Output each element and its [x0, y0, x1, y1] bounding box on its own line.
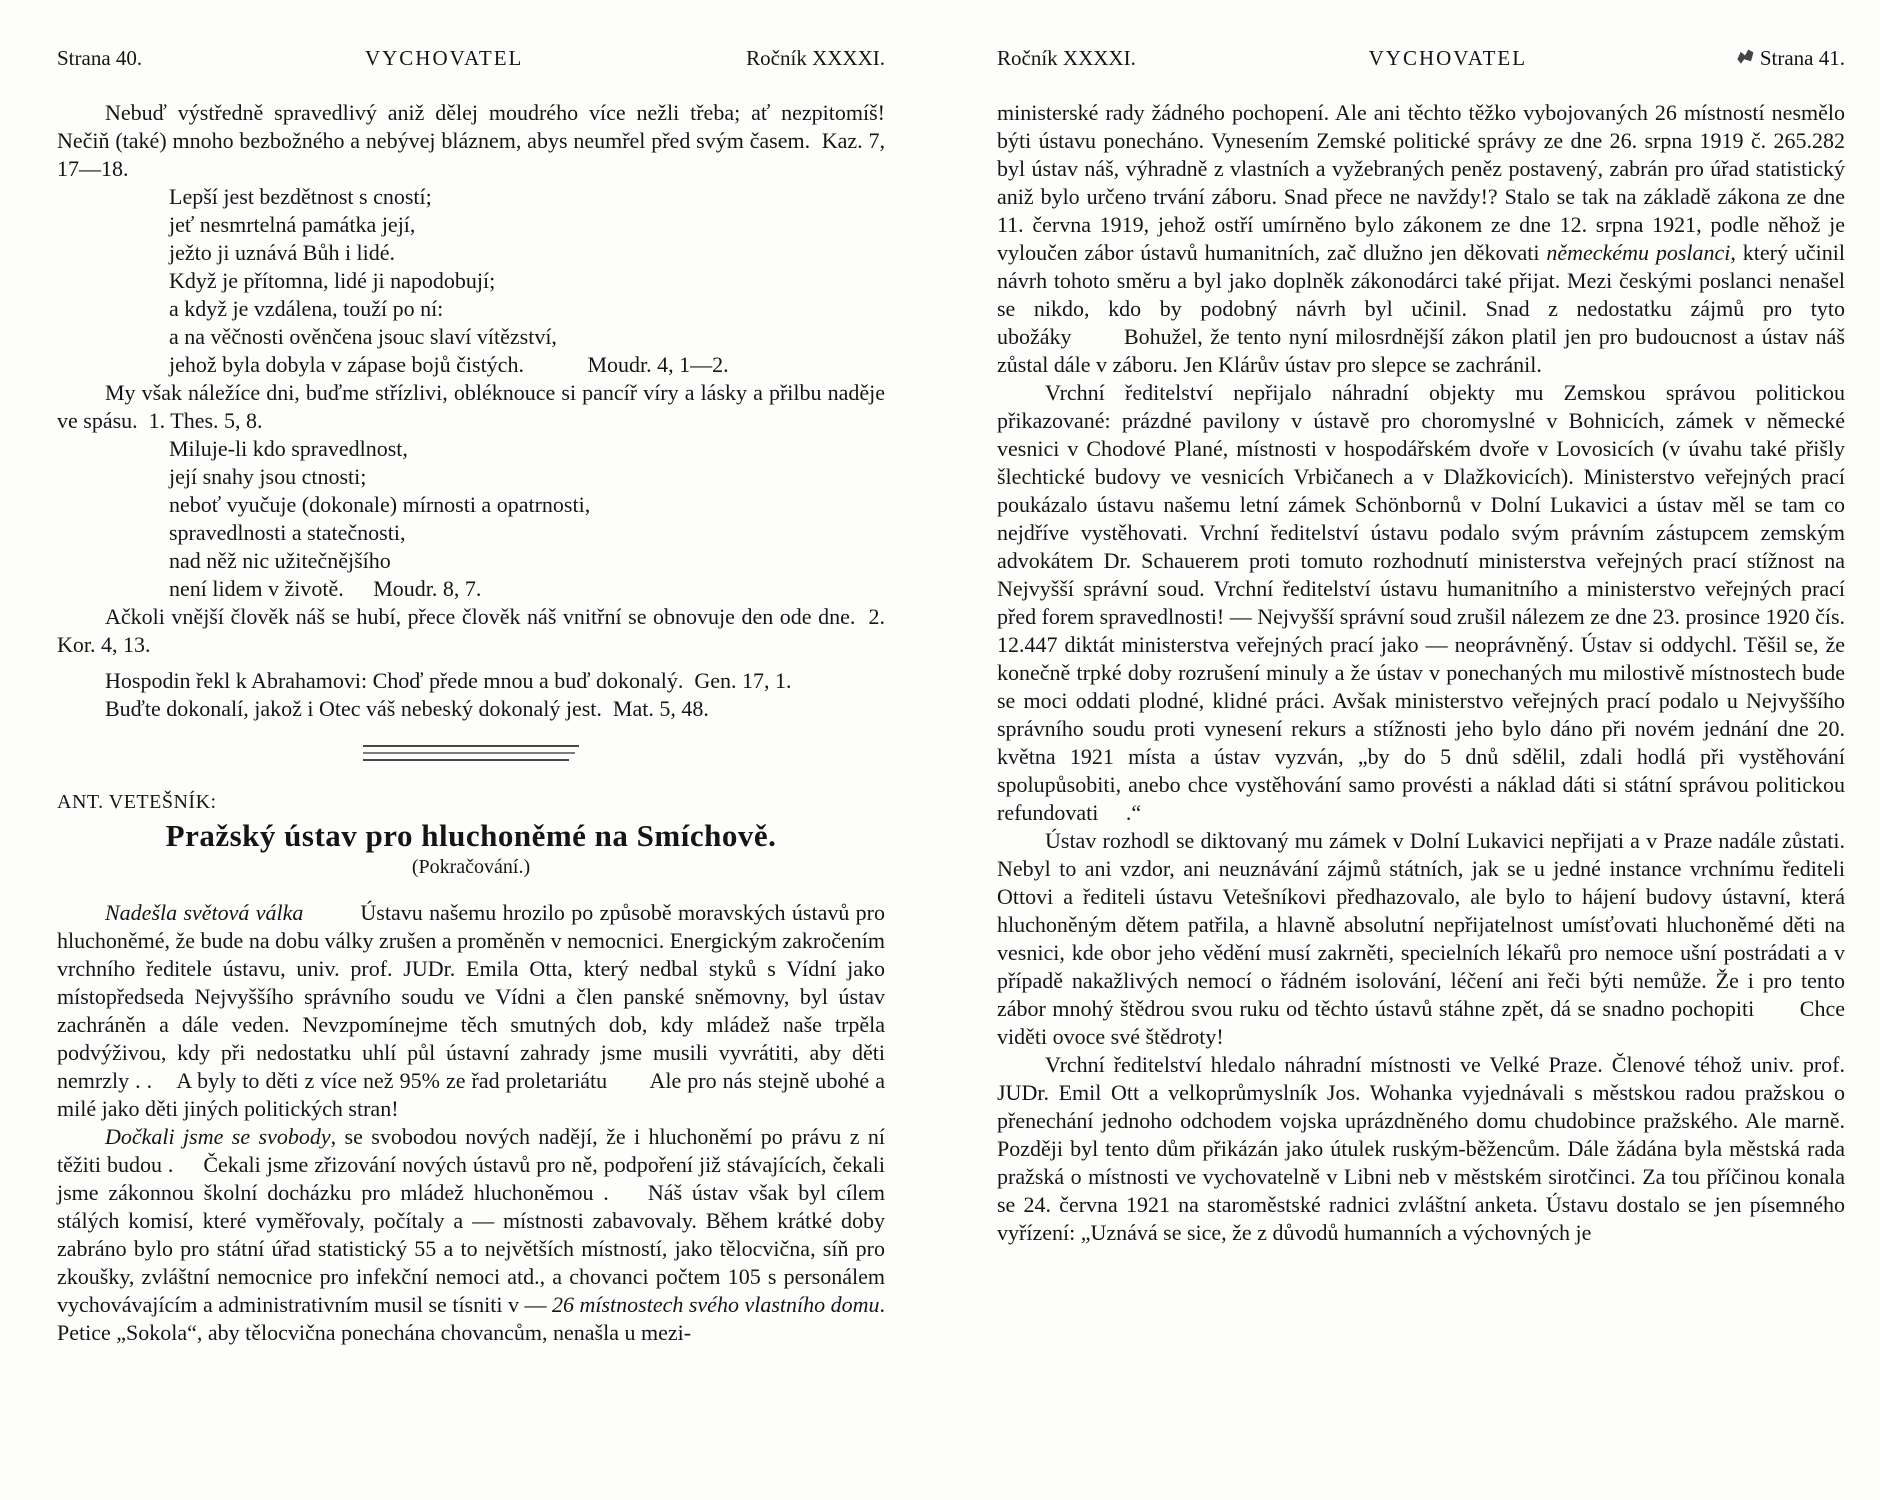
- article-paragraph: Vrchní ředitelství hledalo náhradní místnosti ve Velké Praze. Členové téhož univ. prof. JUDr. Emil Ott a velkoprůmyslník Jos. Wohanka vyjednávali s městskou radou pražskou o přenechání jednoho odchodem vojska uprázdněného domu chudobince pražského. Ale marně. Později byl tento dům přikázán jako útulek ruským-běžencům. Dále žádána byla městská rada pražská o místnosti ve vychovatelně v Libni neb v městském sirotčinci. Za tou příčinou konala se 24. června 1921 na staroměstské radnici zvláštní anketa. Ústavu dostalo se jen písemného vyřízení: „Uznává se sice, že z důvodů humanních a výchovných je: [997, 1052, 1845, 1245]
- verse-line: nad něž nic užitečnějšího: [169, 548, 391, 573]
- text-run: , který učinil návrh tohoto směru a byl jako doplněk zákonodárci také přijat. Mezi českými poslanci nenašel se nikdo, kdo by podobný návrh byl učinil. Snad z nedostatku zájmů pro tyto ubožáky Bohužel, že tento nyní milosrdnější zákon platil jen pro budoucnost a ústav náš zůstal dále v záboru. Jen Klárův ústav pro slepce se zachránil.: [997, 240, 1845, 377]
- verse-line: její snahy jsou ctnosti;: [169, 464, 367, 489]
- verse-line: jeť nesmrtelná památka její,: [169, 212, 416, 237]
- italic-text-run: Nadešla světová válka: [105, 900, 304, 925]
- text-run: ministerské rady žádného pochopení. Ale ani těchto těžko vybojovaných 26 místností nesmělo býti ústavu ponecháno. Vynesením Zemské politické správy ze dne 26. srpna 1919 č. 265.282 byl ústav náš, výhradně z vlastních a vyžebraných peněz postavený, zabrán pro úřad statistický aniž bylo určeno trvání záboru. Snad přece ne navždy!? Stalo se tak na základě zákona ze dne 11. června 1919, jehož ostří umírněno bylo zákonem ze dne 12. srpna 1921, podle něhož je vyloučen zábor ústavů humanitních, zač dlužno jen děkovati: [997, 100, 1845, 265]
- quote-genesis: Hospodin řekl k Abrahamovi: Choď přede mnou a buď dokonalý. Gen. 17, 1.: [105, 668, 792, 693]
- italic-text-run: Dočkali jsme se svobody: [105, 1124, 331, 1149]
- quote-matthew: Buďte dokonalí, jakož i Otec váš nebeský dokonalý jest. Mat. 5, 48.: [105, 696, 709, 721]
- section-divider: [363, 745, 579, 761]
- verse-line: neboť vyučuje (dokonale) mírnosti a opatrnosti,: [169, 492, 591, 517]
- verse-line: [169, 575, 885, 603]
- verse-line: spravedlnosti a statečnosti,: [169, 520, 406, 545]
- verse-line: a když je vzdálena, touží po ní:: [169, 296, 444, 321]
- page-number-right: Strana 41.: [1759, 46, 1845, 70]
- article-subtitle: (Pokračování.): [411, 856, 531, 878]
- verse-wisdom-8: [169, 435, 885, 603]
- verse-line: Miluje-li kdo spravedlnost,: [169, 436, 408, 461]
- quote-thessalonians: My však náležíce dni, buďme střízlivi, obléknouce si pancíř víry a lásky a přilbu naděje ve spásu. 1. Thes. 5, 8.: [57, 380, 885, 433]
- article-title: Pražský ústav pro hluchoněmé na Smíchově.: [165, 818, 777, 853]
- page-left: [57, 46, 885, 1347]
- article-paragraph-continued: [997, 99, 1845, 379]
- italic-text-run: 26 místnostech svého vlastního domu: [551, 1292, 880, 1317]
- article-paragraph: Vrchní ředitelství nepřijalo náhradní objekty mu Zemskou správou politickou přikazované: prázdné pavilony v ústavě pro choromyslné v Bohnicích, zámek v německé vesnici v Chodové Plané, místnosti v hospodářském dvoře v Lovosicích (v úvahu také přišly šlechtické budovy ve vesnicích Vrbičanech a v Dlažkovicích). Ministerstvo veřejných prací poukázalo ústavu našemu letní zámek Schönbornů v Dolní Lukavici a ústav měl se tam co nejdříve vystěhovati. Vrchní ředitelství ústavu podalo svým právním zástupcem zemským advokátem Dr. Schauerem proti tomuto rozhodnutí ministerstva veřejných prací stížnost na Nejvyšší správní soud. Vrchní ředitelství ústavu humanitního a ministerstvo veřejných prací před forem spravedlnosti! — Nejvyšší správní soud zrušil nálezem ze dne 23. prosince 1920 čís. 12.447 diktát ministerstva veřejných prací jako — neoprávněný. Ústav si oddychl. Těšil se, že konečně trpké doby rozrušení minuly a že ústav v ponechaných mu milostivě místnostech bude se moci oddati plodné, klidné práci. Avšak ministerstvo veřejných prací podalo u Nejvyššího správního soudu proti vynesení rekurs a stížnosti jeho bylo dáno při novém jednání dne 20. května 1921 místa a ústav vyzván, „by do 5 dnů sdělil, zdali hodlá při vystěhování spolupůsobiti, anebo chce vystěhování samo provésti a náklad dáti si státní správou politickou refundovati .“: [997, 380, 1846, 825]
- page-right-header: [997, 46, 1845, 71]
- quote-ecclesiastes: Nebuď výstředně spravedlivý aniž dělej moudrého více nežli třeba; ať nezpitomíš! Nečiň (také) mnoho bezbožného a nebývej bláznem, abys neumřel před svým časem. Kaz. 7, 17—18.: [57, 100, 885, 181]
- verse-line: Lepší jest bezdětnost s cností;: [169, 184, 432, 209]
- page-right: [997, 46, 1845, 1247]
- article-paragraph: [57, 1123, 885, 1347]
- italic-text-run: německému poslanci: [1546, 240, 1731, 265]
- text-run: Ústavu našemu hrozilo po způsobě moravských ústavů pro hluchoněmé, že bude na dobu války zrušen a proměněn v nemocnici. Energickým zakročením vrchního ředitele ústavu, univ. prof. JUDr. Emila Otta, který nedbal styků s Vídní jako místopředseda Nejvyššího správního soudu ve Vídni a člen panské sněmovny, byl ústav zachráněn a dále veden. Nevzpomínejme těch smutných dob, kdy mládež naše trpěla podvýživou, kdy při nedostatku uhlí půl ústavní zahrady jsme musili vyvrátiti, aby děti nemrzly . . A byly to děti z více než 95% ze řad proletariátu Ale pro nás stejně ubohé a milé jako děti jiných politických stran!: [57, 900, 885, 1121]
- journal-title-right: VYCHOVATEL: [1368, 46, 1528, 70]
- volume-label-left: Ročník XXXXI.: [746, 46, 885, 70]
- volume-label-right: Ročník XXXXI.: [997, 46, 1136, 70]
- article-author: ANT. VETEŠNÍK:: [57, 791, 217, 813]
- verse-line-text: jehož byla dobyla v zápase bojů čistých.: [169, 352, 524, 377]
- verse-line: Když je přítomna, lidé ji napodobují;: [169, 268, 496, 293]
- verse-citation: Moudr. 4, 1—2.: [587, 352, 729, 377]
- verse-line: [169, 351, 885, 379]
- article-paragraph: [57, 899, 885, 1123]
- text-run: . Petice „Sokola“, aby tělocvična ponechána chovancům, nenašla u mezi-: [57, 1292, 885, 1345]
- verse-line: a na věčnosti ověnčena jsouc slaví vítězství,: [169, 324, 557, 349]
- page-left-header: [57, 46, 885, 71]
- quote-corinthians: Ačkoli vnější člověk náš se hubí, přece člověk náš vnitřní se obnovuje den ode dne. 2. Kor. 4, 13.: [57, 604, 885, 657]
- page-number-left: Strana 40.: [57, 46, 143, 70]
- verse-line-text: není lidem v životě.: [169, 576, 344, 601]
- text-run: , se svobodou nových nadějí, že i hluchoněmí po právu z ní těžiti budou . Čekali jsme zřizování nových ústavů pro ně, podpoření již stávajících, čekali jsme zákonnou školní docházku pro mládež hluchoněmou . Náš ústav však byl cílem stálých komisí, které vyměřovaly, počítaly a — místnosti zabavovaly. Během krátké doby zabráno bylo pro státní úřad statistický 55 a to největších místností, jako tělocvična, síň pro zkoušky, zvláštní nemocnice pro infekční nemoci atd., a chovanci počtem 105 s personálem vychovávajícím a administrativním musil se tísniti v —: [57, 1124, 886, 1317]
- verse-citation: Moudr. 8, 7.: [373, 576, 482, 601]
- verse-wisdom-4: [169, 183, 885, 379]
- article-paragraph: Ústav rozhodl se diktovaný mu zámek v Dolní Lukavici nepřijati a v Praze nadále zůstati. Nebyl to ani vzdor, ani neuznávání zájmů státních, jak se u jedné instance vrchnímu řediteli Ottovi a řediteli ústavu Vetešníkovi předhazovalo, ale bylo to hájení budovy ústavní, která hluchoněným dětem patřila, a hlavně absolutní nepřijatelnost umísťovati hluchoněmé děti na vesnici, kde obor jeho vědění musí zakrněti, specielních lékařů pro nemoce ušní postrádati a v případě nakažlivých nemocí o řádném isolování, léčení ani řeči býti nemůže. Že i pro tento zábor mnohý štědrou svou ruku od těchto ústavů stáhne zpět, dá se snadno pochopiti Chce viděti ovoce své štědroty!: [997, 828, 1845, 1049]
- journal-title-left: VYCHOVATEL: [364, 46, 524, 70]
- verse-line: ježto ji uznává Bůh i lidé.: [169, 240, 396, 265]
